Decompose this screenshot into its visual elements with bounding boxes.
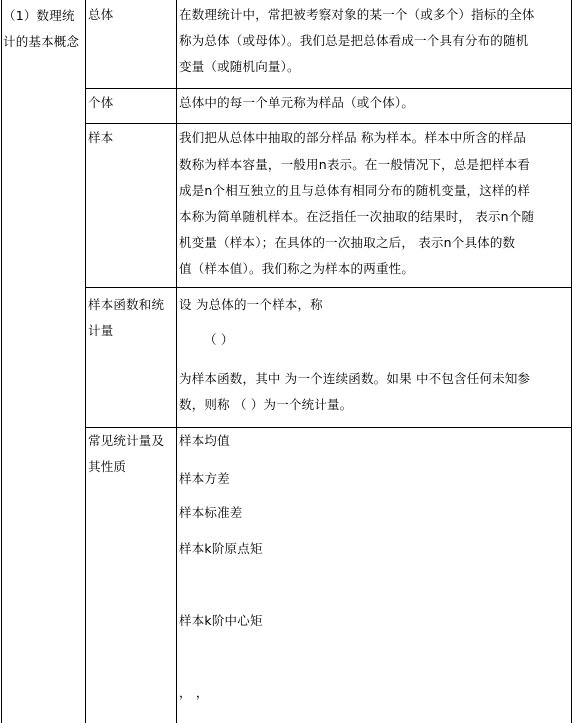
stat-sample-mean: 样本均值 [179, 433, 230, 448]
section-label-line-2: 计的基本概念 [3, 34, 80, 49]
table-divider-term [176, 0, 177, 723]
table-divider-label [85, 0, 86, 723]
term-sample: 样本 [88, 130, 114, 145]
section-label-line-1: （1）数理统 [3, 8, 75, 23]
desc-individual-line-1: 总体中的每一个单元称为样品（或个体）。 [179, 95, 415, 110]
stat-sample-variance: 样本方差 [179, 471, 230, 486]
desc-population-line-3: 变量（或随机向量）。 [179, 59, 300, 74]
row-divider-3 [86, 287, 572, 288]
stat-sample-raw-moment: 样本k阶原点矩 [179, 541, 263, 556]
desc-sample-line-4: 本称为简单随机样本。在泛指任一次抽取的结果时， 表示n个随 [179, 209, 535, 224]
desc-sample-line-3: 成是n个相互独立的且与总体有相同分布的随机变量，这样的样 [179, 183, 531, 198]
term-individual: 个体 [88, 95, 114, 110]
desc-sample-function-line-3: 为样本函数，其中 为一个连续函数。如果 中不包含任何未知参 [179, 371, 531, 386]
term-sample-function-line-1: 样本函数和统 [88, 297, 165, 312]
desc-sample-line-5: 机变量（样本）；在具体的一次抽取之后， 表示n个具体的数 [179, 235, 516, 250]
term-common-statistics-line-1: 常见统计量及 [88, 433, 165, 448]
desc-population-line-1: 在数理统计中，常把被考察对象的某一个（或多个）指标的全体 [179, 7, 535, 22]
row-divider-1 [86, 88, 572, 89]
desc-sample-function-line-2: （ ） [204, 332, 234, 347]
stat-trailing-commas: ， ， [179, 685, 209, 700]
term-population: 总体 [88, 7, 114, 22]
desc-sample-line-1: 我们把从总体中抽取的部分样品 称为样本。样本中所含的样品 [179, 130, 527, 145]
desc-sample-line-2: 数称为样本容量，一般用n表示。在一般情况下，总是把样本看 [179, 157, 531, 172]
term-sample-function-line-2: 计量 [88, 323, 114, 338]
desc-sample-line-6: 值（样本值）。我们称之为样本的两重性。 [179, 261, 415, 276]
desc-sample-function-line-1: 设 为总体的一个样本，称 [179, 297, 323, 312]
desc-population-line-2: 称为总体（或母体）。我们总是把总体看成一个具有分布的随机 [179, 33, 529, 48]
table-border-left [1, 0, 2, 723]
term-common-statistics-line-2: 其性质 [88, 459, 127, 474]
stat-sample-std-dev: 样本标准差 [179, 505, 243, 520]
stat-sample-central-moment: 样本k阶中心矩 [179, 613, 263, 628]
row-divider-2 [86, 123, 572, 124]
desc-sample-function-line-4: 数，则称 （ ）为一个统计量。 [179, 397, 353, 412]
